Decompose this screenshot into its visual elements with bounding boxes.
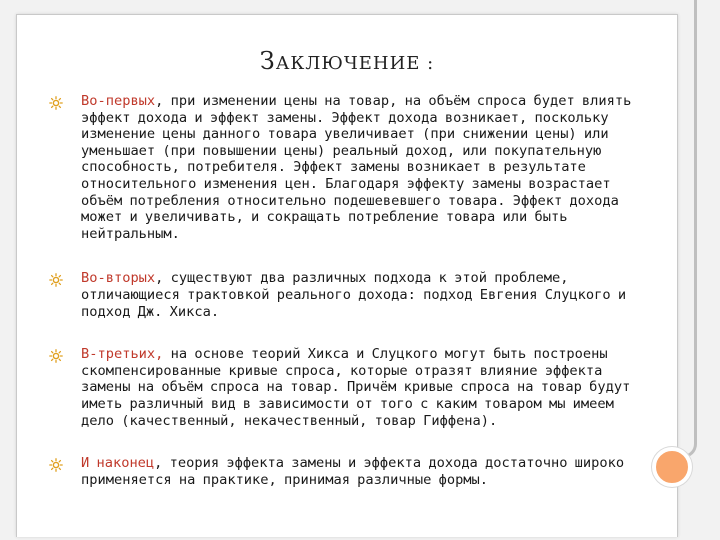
bullet-item [45, 455, 645, 488]
bullet-lead: Во-вторых [81, 270, 156, 287]
bullet-body: , при изменении цены на товар, на объём спроса будет влиять эффект дохода и эффект замены. Эффект дохода возникает, поскольку изменение цены данного товара увеличивает (при снижении цены) или уменьшает (при повышении цены) реальный доход, или покупательную способность, потребителя. Эффект замены возникает в результате относительного изменения цен. Благодаря эффекту замены возрастает объём потребления относительно подешевевшего товара. Эффект дохода может и увеличивать, и сокращать потребление товара или быть нейтральным. [81, 93, 632, 242]
bullet-text [81, 346, 645, 429]
slide-title [17, 47, 677, 75]
bullet-body: на основе теорий Хикса и Слуцкого могут быть построены скомпенсированные кривые спроса, которые отразят влияние эффекта замены на объём спроса на товар. Причём кривые спроса на товар будут иметь различный вид в зависимости от того с каким товаром мы имеем дело (качественный, некачественный, товар Гиффена). [81, 346, 631, 429]
title-rest: АКЛЮЧЕНИЕ : [275, 53, 435, 74]
sun-bullet-icon [49, 96, 63, 110]
sun-bullet-icon [49, 349, 63, 363]
bullet-text [81, 93, 645, 242]
bullet-lead: Во-первых [81, 93, 156, 109]
bullet-body: , существуют два различных подхода к этой проблеме, отличающиеся трактовкой реального дохода: подход Евгения Слуцкого и подход Дж. Хикса. [81, 270, 627, 320]
bullet-body: , теория эффекта замены и эффекта дохода достаточно широко применяется на практике, принимая различные формы. [81, 455, 625, 488]
slide-frame [16, 14, 678, 537]
sun-bullet-icon [49, 273, 63, 287]
slide-decor-dot [652, 447, 692, 487]
bullet-lead: В-третьих, [81, 346, 164, 363]
bullet-item [45, 346, 645, 429]
bullet-lead: И наконец [81, 455, 155, 472]
bullet-text [81, 455, 645, 488]
bullet-item [45, 270, 645, 320]
bullet-item [45, 93, 645, 242]
bullet-list [45, 93, 645, 488]
sun-bullet-icon [49, 458, 63, 472]
bullet-text [81, 270, 645, 320]
slide-decor-rail [680, 0, 697, 458]
title-initial: З [259, 47, 276, 75]
